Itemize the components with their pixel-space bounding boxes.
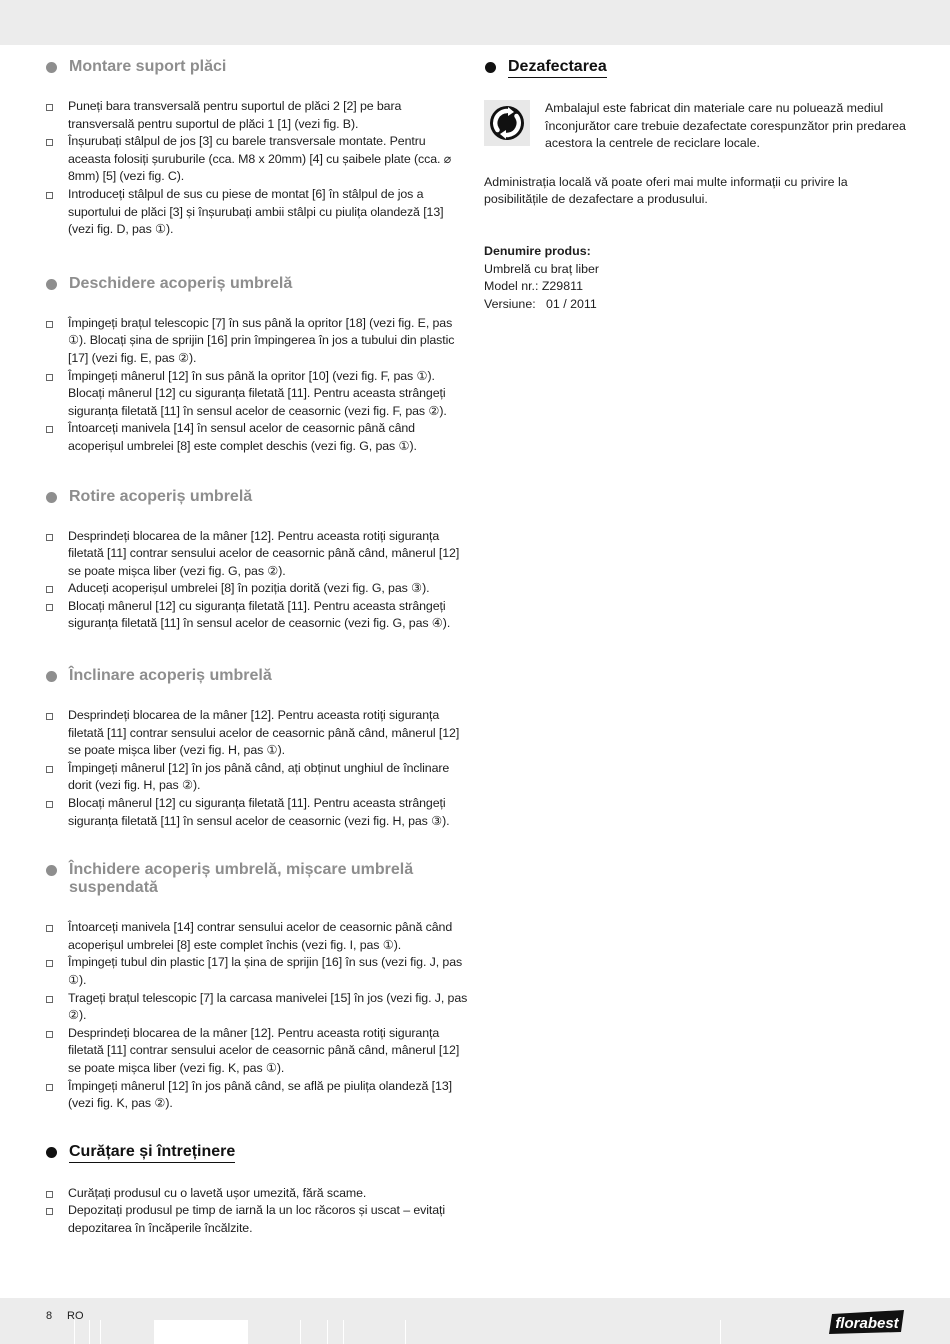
right-column: [484, 58, 910, 313]
bullet-dot-icon: [46, 671, 57, 682]
bullet-dot-icon: [46, 492, 57, 503]
section-opening: [45, 275, 469, 456]
top-bar: [0, 0, 950, 45]
section-closing: [45, 861, 469, 1113]
section-heading: Deschidere acoperiș umbrelă: [45, 275, 469, 293]
list-item: Blocați mânerul [12] cu siguranța filetată [11]. Pentru aceasta strângeți siguranța filetată [11] în sensul acelor de ceasornic (vezi fig. G, pas ④).: [45, 598, 469, 633]
instruction-list: [45, 315, 469, 456]
section-heading: Montare suport plăci: [45, 58, 469, 76]
list-item: Desprindeți blocarea de la mâner [12]. Pentru aceasta rotiți siguranța filetată [11] contrar sensului acelor de ceasornic până când, mânerul [12] se poate mișca liber (vezi fig. K, pas ①).: [45, 1025, 469, 1078]
list-item: Desprindeți blocarea de la mâner [12]. Pentru aceasta rotiți siguranța filetată [11] contrar sensului acelor de ceasornic până când, mânerul [12] se poate mișca liber (vezi fig. G, pas ②).: [45, 528, 469, 581]
footer-bar: [0, 1298, 950, 1344]
list-item: Împingeți mânerul [12] în jos până când, ați obținut unghiul de înclinare dorit (vezi fig. H, pas ②).: [45, 760, 469, 795]
list-item: Depozitați produsul pe timp de iarnă la un loc răcoros și uscat – evitați depozitarea în încăperile încălzite.: [45, 1202, 469, 1237]
list-item: Împingeți mânerul [12] în jos până când, se află pe piulița olandeză [13] (vezi fig. K, pas ②).: [45, 1078, 469, 1113]
packaging-text: Ambalajul este fabricat din materiale care nu poluează mediul înconjurător care trebuie dezafectate corespunzător prin predarea acestora la centrele de reciclare locale.: [545, 101, 906, 151]
recycling-block: [484, 100, 910, 153]
bullet-dot-icon: [46, 62, 57, 73]
product-model: Model nr.: Z29811: [484, 279, 583, 294]
product-name: Umbrelă cu braț liber: [484, 261, 600, 276]
disposal-admin-text: Administrația locală vă poate oferi mai multe informații cu privire la posibilitățile de dezafectare a produsului.: [484, 174, 848, 207]
list-item: Împingeți tubul din plastic [17] la șina de sprijin [16] în sus (vezi fig. J, pas ①).: [45, 954, 469, 989]
list-item: Întoarceți manivela [14] contrar sensului acelor de ceasornic până când acoperișul umbrelei [8] este complet închis (vezi fig. I, pas ①).: [45, 919, 469, 954]
section-heading: Rotire acoperiș umbrelă: [45, 488, 469, 506]
list-item: Înșurubați stâlpul de jos [3] cu barele transversale montate. Pentru aceasta folosiți șuruburile (cca. M8 x 20mm) [4] cu șaibele plate (cca. ⌀ 8mm) [5] (vezi fig. C).: [45, 133, 469, 186]
list-item: Împingeți brațul telescopic [7] în sus până la opritor [18] (vezi fig. E, pas ①). Blocați șina de sprijin [16] prin împingerea în jos a tubului din plastic [17] (vezi fig. E, pas ②).: [45, 315, 469, 368]
list-item: Introduceți stâlpul de sus cu piese de montat [6] în stâlpul de jos a suportului de plăci [3] și înșurubați ambii stâlpi cu piulița olandeză [13] (vezi fig. D, pas ①).: [45, 186, 469, 239]
list-item: Trageți brațul telescopic [7] la carcasa manivelei [15] în jos (vezi fig. J, pas ②).: [45, 990, 469, 1025]
instruction-list: [45, 528, 469, 634]
language-code: RO: [67, 1310, 84, 1322]
list-item: Curățați produsul cu o lavetă ușor umezită, fără scame.: [45, 1185, 469, 1203]
section-heading: Dezafectarea: [484, 58, 910, 78]
section-heading: Închidere acoperiș umbrelă, mișcare umbrelă suspendată: [45, 861, 469, 897]
section-rotation: [45, 488, 469, 634]
green-dot-recycling-icon: [484, 100, 530, 146]
bullet-dot-icon: [485, 62, 496, 73]
list-item: Desprindeți blocarea de la mâner [12]. Pentru aceasta rotiți siguranța filetată [11] contrar sensului acelor de ceasornic până când, mânerul [12] se poate mișca liber (vezi fig. H, pas ①).: [45, 707, 469, 760]
instruction-list: [45, 707, 469, 830]
instruction-list: [45, 919, 469, 1113]
svg-text:florabest: florabest: [835, 1315, 899, 1332]
left-column: [45, 58, 469, 1238]
list-item: Aduceți acoperișul umbrelei [8] în poziția dorită (vezi fig. G, pas ③).: [45, 580, 469, 598]
section-heading: Înclinare acoperiș umbrelă: [45, 667, 469, 685]
section-mounting: [45, 58, 469, 239]
bullet-dot-icon: [46, 865, 57, 876]
bullet-dot-icon: [46, 279, 57, 290]
product-heading: Denumire produs:: [484, 243, 591, 258]
section-tilting: [45, 667, 469, 830]
florabest-logo: [828, 1304, 906, 1336]
instruction-list: [45, 1185, 469, 1238]
section-cleaning: [45, 1143, 469, 1238]
section-heading: Curățare și întreținere: [45, 1143, 469, 1163]
list-item: Întoarceți manivela [14] în sensul acelor de ceasornic până când acoperișul umbrelei [8] este complet deschis (vezi fig. G, pas ①).: [45, 420, 469, 455]
bullet-dot-icon: [46, 1147, 57, 1158]
instruction-list: [45, 98, 469, 239]
list-item: Blocați mânerul [12] cu siguranța filetată [11]. Pentru aceasta strângeți siguranța filetată [11] în sensul acelor de ceasornic (vezi fig. H, pas ③).: [45, 795, 469, 830]
product-version: Versiune: 01 / 2011: [484, 296, 597, 311]
list-item: Împingeți mânerul [12] în sus până la opritor [10] (vezi fig. F, pas ①). Blocați mânerul [12] cu siguranța filetată [11]. Pentru aceasta strângeți siguranța filetată [11] în sensul acelor de ceasornic (vezi fig. F, pas ②).: [45, 368, 469, 421]
page-number: 8: [46, 1310, 53, 1322]
list-item: Puneți bara transversală pentru suportul de plăci 2 [2] pe bara transversală pentru suportul de plăci 1 [1] (vezi fig. B).: [45, 98, 469, 133]
